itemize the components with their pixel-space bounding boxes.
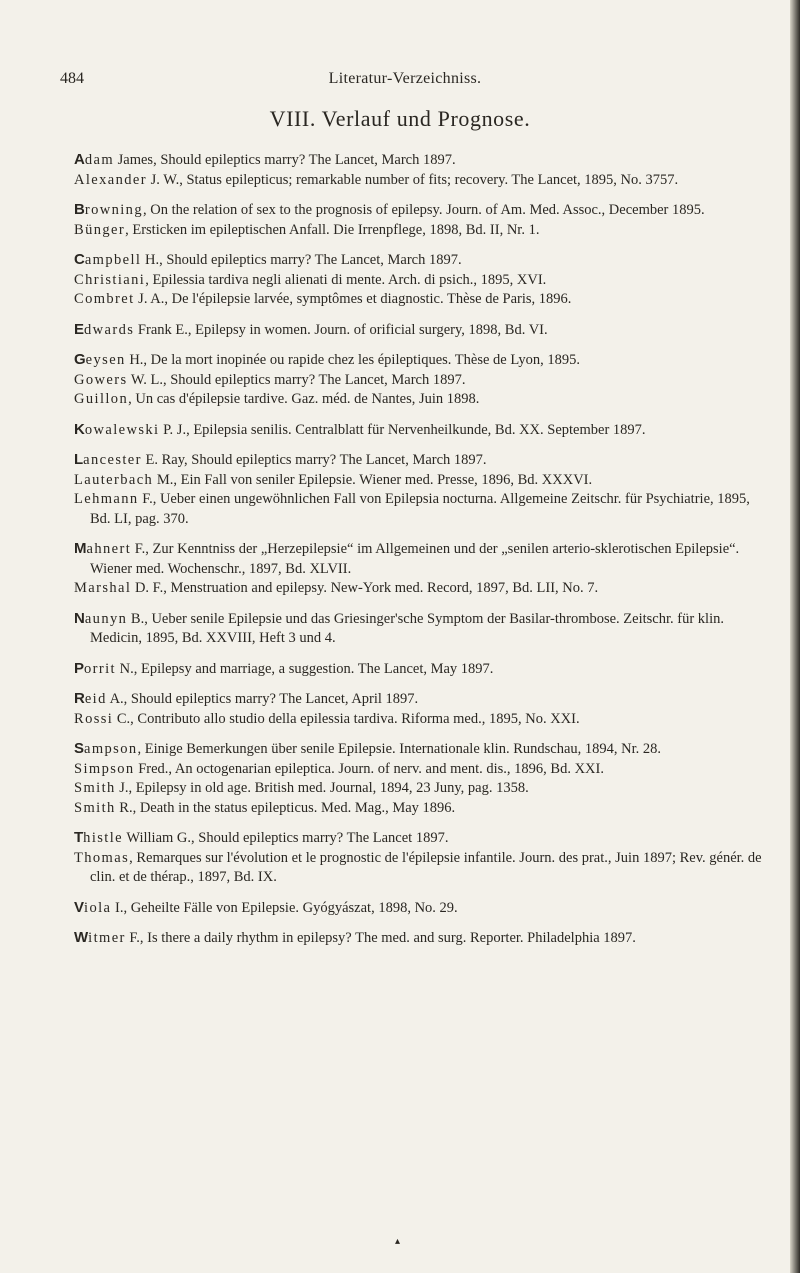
entry-author (74, 491, 139, 507)
entry-initial: G (74, 351, 86, 368)
bibliography-entry (74, 898, 764, 919)
entry-citation: J. A., De l'épilepsie larvée, symptômes et diagnostic. Thèse de Paris, 1896. (134, 291, 572, 307)
entry-author (74, 152, 114, 168)
letter-group (74, 250, 764, 310)
bibliography-entry (74, 350, 764, 371)
entry-author (74, 661, 116, 677)
entry-author (74, 741, 138, 757)
entry-citation: F., Is there a daily rhythm in epilepsy? The med. and surg. Reporter. Philadelphia 1897. (125, 930, 636, 946)
bibliography-entry (74, 490, 764, 529)
entry-author (74, 780, 116, 796)
bibliography-entry (74, 539, 764, 579)
entry-citation: A., Should epileptics marry? The Lancet, April 1897. (106, 691, 419, 707)
entry-author (74, 691, 107, 707)
page-header (60, 70, 750, 94)
entry-author-name: Alexander (74, 171, 147, 188)
entry-citation: , Remarques sur l'évolution et le prognostic de l'épilepsie infantile. Journ. des prat., Juin 1897; Rev. génér. de clin. et de thérap., 1897, Bd. IX. (90, 849, 762, 885)
entry-author-name: dam (84, 152, 115, 168)
bibliography-entry (74, 420, 764, 441)
letter-group (74, 898, 764, 919)
bibliography-entry (74, 171, 764, 191)
bibliography-entry (74, 471, 764, 491)
entry-author (74, 611, 127, 627)
bibliography-entry (74, 150, 764, 171)
entry-author (74, 800, 116, 816)
entry-initial: S (74, 740, 85, 757)
entry-initial: V (74, 898, 85, 916)
entry-initial: E (74, 320, 85, 338)
running-title: Literatur-Verzeichniss. (328, 70, 482, 87)
bibliography-entry (74, 659, 764, 680)
entry-author (74, 761, 135, 777)
entry-citation: , Ersticken im epileptischen Anfall. Die Irrenpflege, 1898, Bd. II, Nr. 1. (125, 221, 540, 238)
entry-author (74, 352, 126, 368)
bibliography-entry (74, 609, 764, 649)
entry-author (74, 291, 135, 307)
bibliography-entry (74, 689, 764, 710)
bibliography-entry (74, 849, 764, 888)
entry-citation: R., Death in the status epilepticus. Med. Mag., May 1896. (115, 799, 456, 816)
entry-author (74, 711, 113, 727)
letter-group (74, 350, 764, 410)
entry-citation: P. J., Epilepsia senilis. Centralblatt für Nervenheilkunde, Bd. XX. September 1897. (159, 421, 646, 438)
letter-group (74, 739, 764, 818)
entry-citation: E. Ray, Should epileptics marry? The Lancet, March 1897. (141, 452, 487, 468)
entry-author-name: dwards (84, 321, 135, 338)
entry-citation: N., Epilepsy and marriage, a suggestion. The Lancet, May 1897. (115, 660, 494, 677)
bibliography-list (74, 150, 764, 959)
entry-author-name: orrit (84, 660, 116, 677)
entry-author-name: ancester (83, 452, 142, 468)
entry-author-name: Rossi (74, 710, 114, 727)
entry-citation: , On the relation of sex to the prognosis of epilepsy. Journ. of Am. Med. Assoc., December 1895. (142, 202, 705, 218)
bibliography-entry (74, 200, 764, 221)
entry-author (74, 222, 125, 238)
entry-initial: C (74, 251, 85, 268)
entry-author-name: Smith (74, 799, 116, 816)
entry-author (74, 930, 126, 946)
bibliography-entry (74, 739, 764, 760)
entry-author (74, 422, 159, 438)
entry-author-name: ampson (84, 741, 138, 757)
entry-citation: Fred., An octogenarian epileptica. Journ. of nerv. and ment. dis., 1896, Bd. XXI. (134, 760, 604, 777)
entry-initial: W (74, 929, 89, 946)
bibliography-entry (74, 371, 764, 391)
entry-citation: M., Ein Fall von seniler Epilepsie. Wiener med. Presse, 1896, Bd. XXXVI. (153, 471, 593, 488)
entry-author (74, 830, 123, 846)
entry-author-name: Smith (74, 780, 116, 796)
entry-author-name: Guillon (74, 391, 129, 407)
entry-citation: Frank E., Epilepsy in women. Journ. of orificial surgery, 1898, Bd. VI. (134, 321, 548, 338)
entry-author (74, 541, 131, 557)
entry-initial: B (74, 201, 85, 218)
letter-group (74, 609, 764, 649)
entry-citation: William G., Should epileptics marry? The Lancet 1897. (123, 830, 449, 846)
bibliography-entry (74, 579, 764, 599)
entry-citation: , Epilessia tardiva negli alienati di mente. Arch. di psich., 1895, XVI. (145, 271, 547, 288)
entry-author-name: Bünger (74, 221, 126, 238)
entry-citation: , Einige Bemerkungen über senile Epilepsie. Internationale klin. Rundschau, 1894, Nr. 28. (137, 741, 662, 757)
entry-author-name: eysen (85, 352, 126, 368)
letter-group (74, 450, 764, 529)
letter-group (74, 539, 764, 599)
entry-author (74, 252, 141, 268)
entry-initial: L (74, 451, 84, 468)
entry-author-name: ahnert (86, 541, 132, 557)
bibliography-entry (74, 250, 764, 271)
entry-author-name: Simpson (74, 760, 135, 777)
entry-initial: N (74, 609, 85, 627)
entry-author-name: Marshal (74, 580, 132, 596)
entry-author (74, 580, 131, 596)
entry-citation: I., Geheilte Fälle von Epilepsie. Gyógyászat, 1898, No. 29. (111, 899, 458, 916)
entry-citation: , Un cas d'épilepsie tardive. Gaz. méd. de Nantes, Juin 1898. (128, 391, 480, 407)
entry-initial: T (74, 829, 84, 846)
bibliography-entry (74, 221, 764, 241)
bibliography-entry (74, 828, 764, 849)
entry-initial: A (74, 151, 85, 168)
letter-group (74, 150, 764, 190)
entry-author-name: ampbell (84, 252, 142, 268)
entry-author-name: rowning (84, 202, 143, 218)
entry-author-name: Lauterbach (74, 471, 154, 488)
entry-author (74, 391, 128, 407)
entry-author (74, 272, 145, 288)
section-title: VIII. Verlauf und Prognose. (269, 106, 531, 131)
page-number: 484 (60, 70, 84, 87)
entry-author-name: Combret (74, 291, 135, 307)
letter-group (74, 320, 764, 341)
letter-group (74, 689, 764, 729)
bibliography-entry (74, 450, 764, 471)
entry-initial: K (74, 420, 85, 438)
entry-author-name: aunyn (84, 610, 128, 627)
entry-citation: W. L., Should epileptics marry? The Lancet, March 1897. (127, 371, 466, 388)
letter-group (74, 659, 764, 680)
entry-citation: D. F., Menstruation and epilepsy. New-York med. Record, 1897, Bd. LII, No. 7. (131, 580, 599, 596)
bibliography-entry (74, 799, 764, 819)
bibliography-entry (74, 290, 764, 310)
entry-author-name: Christiani (74, 271, 146, 288)
entry-citation: B., Ueber senile Epilepsie und das Griesinger'sche Symptom der Basilar-thrombose. Zeitschr. für klin. Medicin, 1895, Bd. XXVIII, Heft 3 und 4. (90, 610, 724, 646)
bibliography-entry (74, 320, 764, 341)
entry-citation: James, Should epileptics marry? The Lancet, March 1897. (114, 152, 456, 168)
bibliography-entry (74, 390, 764, 410)
entry-author-name: histle (83, 830, 123, 846)
entry-citation: H., De la mort inopinée ou rapide chez les épileptiques. Thèse de Lyon, 1895. (125, 352, 581, 368)
bibliography-entry (74, 928, 764, 949)
letter-group (74, 200, 764, 240)
letter-group (74, 420, 764, 441)
entry-author (74, 202, 143, 218)
entry-author-name: eid (84, 691, 107, 707)
bibliography-entry (74, 271, 764, 291)
entry-author-name: Gowers (74, 371, 128, 388)
letter-group (74, 828, 764, 888)
page-edge-shadow (790, 0, 800, 1273)
bibliography-entry (74, 760, 764, 780)
entry-initial: R (74, 690, 85, 707)
entry-author (74, 472, 153, 488)
entry-author-name: Thomas (74, 849, 130, 866)
entry-author (74, 322, 134, 338)
entry-initial: P (74, 659, 85, 677)
entry-author-name: owalewski (84, 421, 160, 438)
bibliography-entry (74, 779, 764, 799)
entry-author-name: itmer (88, 930, 126, 946)
entry-citation: J., Epilepsy in old age. British med. Journal, 1894, 23 Juny, pag. 1358. (115, 780, 529, 796)
entry-citation: C., Contributo allo studio della epilessia tardiva. Riforma med., 1895, No. XXI. (113, 710, 580, 727)
letter-group (74, 928, 764, 949)
bibliography-entry (74, 710, 764, 730)
entry-author (74, 172, 147, 188)
entry-initial: M (74, 540, 87, 557)
entry-author (74, 372, 128, 388)
entry-author (74, 900, 111, 916)
entry-author-name: Lehmann (74, 491, 139, 507)
ink-mark: ▴ (395, 1236, 401, 1247)
entry-citation: H., Should epileptics marry? The Lancet, March 1897. (141, 252, 462, 268)
entry-citation: F., Ueber einen ungewöhnlichen Fall von Epilepsia nocturna. Allgemeine Zeitschr. für Psychiatrie, 1895, Bd. LI, pag. 370. (90, 491, 750, 527)
entry-citation: J. W., Status epilepticus; remarkable number of fits; recovery. The Lancet, 1895, No. 3757. (147, 171, 679, 188)
entry-author (74, 452, 142, 468)
entry-citation: F., Zur Kenntniss der „Herzepilepsie“ im Allgemeinen und der „senilen arterio-sklerotischen Epilepsie“. Wiener med. Wochenschr., 1897, Bd. XLVII. (90, 541, 740, 577)
entry-author (74, 850, 129, 866)
entry-author-name: iola (84, 899, 112, 916)
